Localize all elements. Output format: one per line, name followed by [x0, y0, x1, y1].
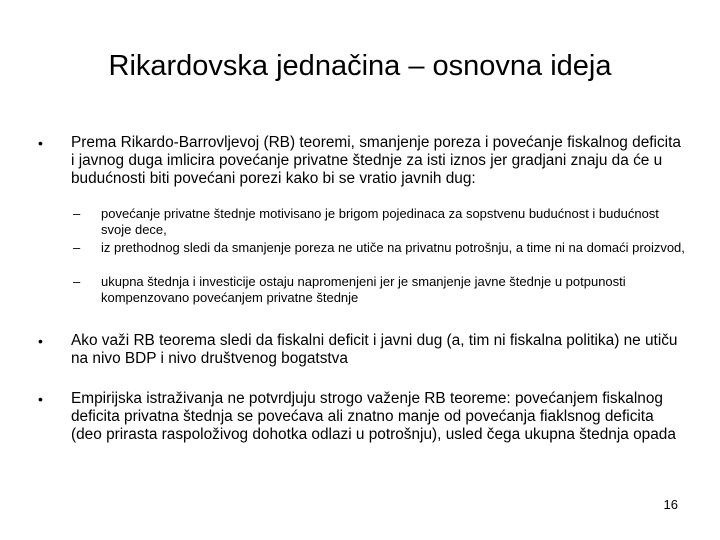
sub-bullet-3-text: ukupna štednja i investicije ostaju napromenjeni jer je smanjenje javne štednje u potpunosti kompenzovano povećanjem privatne štednje — [101, 274, 626, 305]
sub-bullet-2-text: iz prethodnog sledi da smanjenje poreza ne utiče na privatnu potrošnju, a time ni na domaći proizvod, — [101, 240, 685, 255]
bullet-marker: • — [38, 333, 43, 349]
page-title: Rikardovska jednačina – osnovna ideja — [108, 50, 612, 82]
bullet-marker: • — [38, 391, 43, 407]
sub-bullet-marker: – — [73, 240, 81, 255]
bullet-2-text: Ako važi RB teorema sledi da fiskalni deficit i javni dug (a, tim ni fiskalna politika) ne utiču na nivo BDP i nivo društvenog bogatstva — [71, 332, 678, 367]
sub-bullet-marker: – — [73, 206, 81, 221]
bullet-1-text: Prema Rikardo-Barrovljevoj (RB) teoremi, smanjenje poreza i povećanje fiskalnog deficita i javnog duga imlicira povećanje privatne štednje za isti iznos jer gradjani znaju da će u budućnosti biti povećani porezi kako bi se vratio javnih dug: — [71, 134, 681, 187]
bullet-3-text: Empirijska istraživanja ne potvrdjuju strogo važenje RB teoreme: povećanjem fiskalnog deficita privatna štednja se povećava ali znatno manje od povećanja fiaklsnog deficita (deo prirasta raspoloživog dohotka odlazi u potrošnju), usled čega ukupna štednja opada — [71, 390, 676, 443]
page-number: 16 — [663, 497, 678, 512]
sub-bullet-1-text: povećanje privatne štednje motivisano je brigom pojedinaca za sopstvenu budućnost i budućnost svoje dece, — [101, 206, 659, 237]
sub-bullet-marker: – — [73, 274, 81, 289]
bullet-marker: • — [38, 135, 43, 151]
